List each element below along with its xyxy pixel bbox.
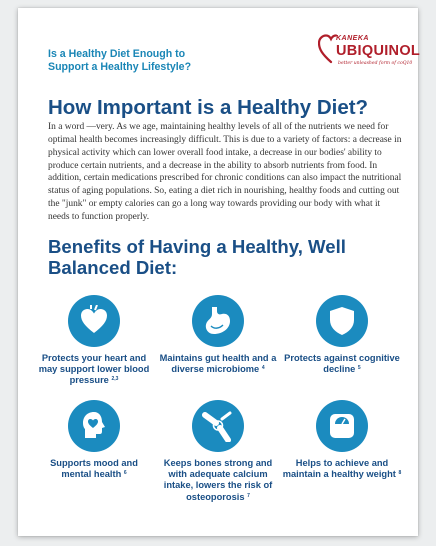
kaneka-ubiquinol-logo <box>318 32 421 78</box>
head-heart-icon <box>78 410 110 442</box>
benefit-caption: Keeps bones strong and with adequate calcium intake, lowers the risk of osteoporosis $^7$ <box>163 458 273 502</box>
heart-icon <box>78 305 110 337</box>
benefit-icon-circle <box>316 400 368 452</box>
benefit-icon-circle <box>316 295 368 347</box>
logo-tagline: better unleashed form of coQ10 <box>338 61 413 66</box>
benefit-icon-circle <box>68 400 120 452</box>
benefit-caption: Maintains gut health and a diverse microbiome $^4$ <box>159 353 277 375</box>
shield-icon <box>326 305 358 337</box>
benefit-bones <box>158 400 278 503</box>
benefit-caption: Supports mood and mental health $^6$ <box>50 458 138 480</box>
benefit-gut <box>158 295 278 375</box>
benefit-mood <box>34 400 154 480</box>
benefit-caption: Protects your heart and may support lower blood pressure $^{2,3}$ <box>38 353 150 386</box>
scale-icon <box>326 410 358 442</box>
benefit-icon-circle <box>68 295 120 347</box>
benefit-weight <box>282 400 402 480</box>
page-title: How Important is a Healthy Diet? <box>48 96 369 119</box>
benefit-icon-circle <box>192 295 244 347</box>
benefit-heart <box>34 295 154 387</box>
benefit-caption: Helps to achieve and maintain a healthy weight $^8$ <box>282 458 402 480</box>
benefit-caption: Protects against cognitive decline $^5$ <box>284 353 400 375</box>
benefit-cognitive <box>282 295 402 375</box>
header-kicker: Is a Healthy Diet Enough to Support a Healthy Lifestyle? <box>48 48 192 73</box>
knee-joint-icon <box>202 410 234 442</box>
intro-paragraph: In a word —very. As we age, maintaining healthy levels of all of the nutrients we need for optimal health becomes increasingly difficult. This is due to a variety of factors: a decrease in physical activity which can lower overall food intake, a decrease in our bodies' ability to produce certain nutrients, and a decrease in the ability to absorb nutrients from food. In addition, certain medications prescribed for chronic conditions can also impact the nutritional status of aging populations. So, eating a diet rich in nourishing, healthy foods and cutting out the "junk" or empty calories can go a long way towards providing our body with what it needs to function properly. <box>48 122 402 222</box>
stomach-icon <box>202 305 234 337</box>
logo-brand: KANEKA <box>336 35 369 42</box>
benefit-icon-circle <box>192 400 244 452</box>
logo-product: UBIQUINOL <box>336 43 421 59</box>
document-page <box>18 8 421 536</box>
benefits-heading: Benefits of Having a Healthy, Well Balanced Diet: <box>48 236 346 278</box>
